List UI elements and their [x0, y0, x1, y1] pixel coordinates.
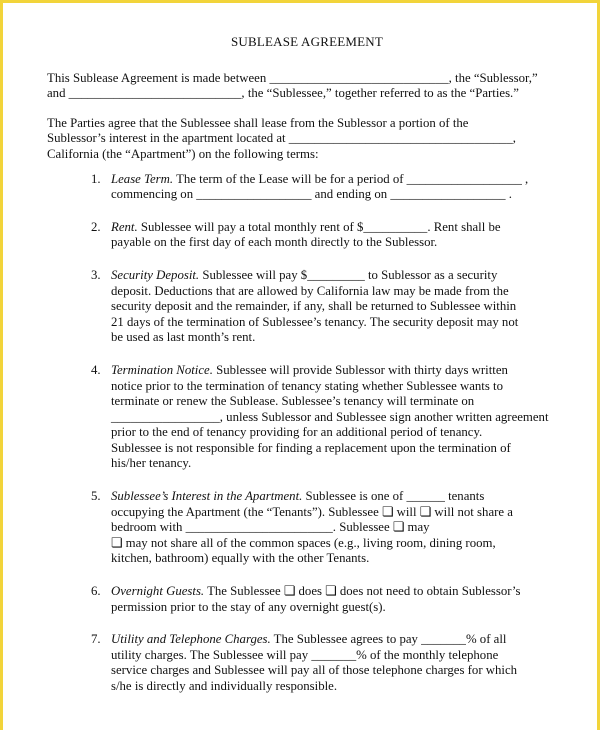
term-line: occupying the Apartment (the “Tenants”). Sublessee ❏ will ❏ will not share a	[111, 504, 513, 519]
term-line: Sublessee will pay a total monthly rent of $__________. Rent shall be	[137, 219, 501, 234]
intro-line: and ___________________________, the “Sublessee,” together referred to as the “Parties.”	[47, 86, 519, 101]
term-line: s/he is directly and individually responsible.	[111, 679, 338, 693]
term-item-utility-charges	[47, 632, 567, 694]
term-line: _________________, unless Sublessor and Sublessee sign another written agreement	[111, 409, 549, 424]
term-line: The term of the Lease will be for a period of __________________ ,	[173, 171, 529, 186]
term-line: his/her tenancy.	[111, 456, 192, 471]
term-line: utility charges. The Sublessee will pay _______% of the monthly telephone	[111, 647, 499, 662]
term-number: 3.	[91, 267, 101, 282]
term-line: Sublessee will provide Sublessor with thirty days written	[212, 362, 508, 377]
term-line: security deposit and the remainder, if any, shall be returned to Sublessee within	[111, 299, 517, 314]
term-line: Sublessee will pay $_________ to Sublessor as a security	[199, 267, 498, 282]
term-heading: Sublessee’s Interest in the Apartment.	[111, 489, 303, 504]
term-number: 2.	[91, 219, 101, 234]
term-item-lease-term	[47, 172, 567, 203]
term-line: notice prior to the termination of tenancy stating whether Sublessee wants to	[111, 378, 503, 393]
intro-line: This Sublease Agreement is made between ____________________________, the “Sublessor,”	[47, 70, 538, 85]
term-number: 1.	[91, 171, 101, 186]
term-item-overnight-guests	[47, 584, 567, 615]
term-line: permission prior to the stay of any overnight guest(s).	[111, 599, 386, 614]
term-line: Sublessee is not responsible for finding a replacement upon the termination of	[111, 440, 511, 455]
term-line: be used as last month’s rent.	[111, 330, 256, 345]
term-item-rent	[47, 220, 567, 251]
term-text	[111, 584, 567, 615]
term-line: The Sublessee ❏ does ❏ does not need to obtain Sublessor’s	[204, 584, 521, 599]
term-text	[111, 220, 567, 251]
term-number: 4.	[91, 362, 101, 377]
term-text	[111, 363, 567, 472]
term-line: service charges and Sublessee will pay all of those telephone charges for which	[111, 663, 518, 678]
term-text	[111, 489, 567, 567]
terms-list	[47, 172, 567, 695]
term-heading: Rent.	[111, 219, 138, 234]
term-heading: Lease Term.	[111, 171, 174, 186]
term-number: 5.	[91, 489, 101, 504]
term-line: commencing on __________________ and ending on __________________ .	[111, 187, 512, 202]
term-number: 7.	[91, 632, 101, 647]
term-item-security-deposit	[47, 268, 567, 346]
term-line: 21 days of the termination of Sublessee’s tenancy. The security deposit may not	[111, 314, 519, 329]
term-heading: Termination Notice.	[111, 362, 213, 377]
document-title: SUBLEASE AGREEMENT	[230, 34, 384, 49]
intro-paragraph	[47, 71, 567, 102]
term-line: payable on the first day of each month directly to the Sublessor.	[111, 235, 438, 250]
term-text	[111, 268, 567, 346]
term-line: prior to the end of tenancy providing for an additional period of tenancy.	[111, 425, 483, 440]
term-line: Sublessee is one of ______ tenants	[302, 489, 485, 504]
term-item-sublessee-interest	[47, 489, 567, 567]
parties-line: California (the “Apartment”) on the following terms:	[47, 146, 319, 161]
term-heading: Utility and Telephone Charges.	[111, 632, 271, 647]
term-heading: Overnight Guests.	[111, 584, 205, 599]
term-line: The Sublessee agrees to pay _______% of all	[270, 632, 507, 647]
term-line: terminate or renew the Sublease. Sublessee’s tenancy will terminate on	[111, 394, 475, 409]
term-line: deposit. Deductions that are allowed by California law may be made from the	[111, 283, 509, 298]
parties-line: The Parties agree that the Sublessee shall lease from the Sublessor a portion of the	[47, 115, 469, 130]
term-line: bedroom with _______________________. Sublessee ❏ may	[111, 520, 430, 535]
document-body	[47, 34, 567, 712]
document-page	[3, 3, 597, 730]
parties-paragraph	[47, 116, 567, 163]
term-line: kitchen, bathroom) equally with the other Tenants.	[111, 551, 370, 566]
term-heading: Security Deposit.	[111, 267, 200, 282]
term-number: 6.	[91, 584, 101, 599]
term-text	[111, 172, 567, 203]
parties-line: Sublessor’s interest in the apartment located at ___________________________________,	[47, 131, 516, 146]
term-text	[111, 632, 567, 694]
term-item-termination-notice	[47, 363, 567, 472]
term-line: ❏ may not share all of the common spaces (e.g., living room, dining room,	[111, 535, 496, 550]
